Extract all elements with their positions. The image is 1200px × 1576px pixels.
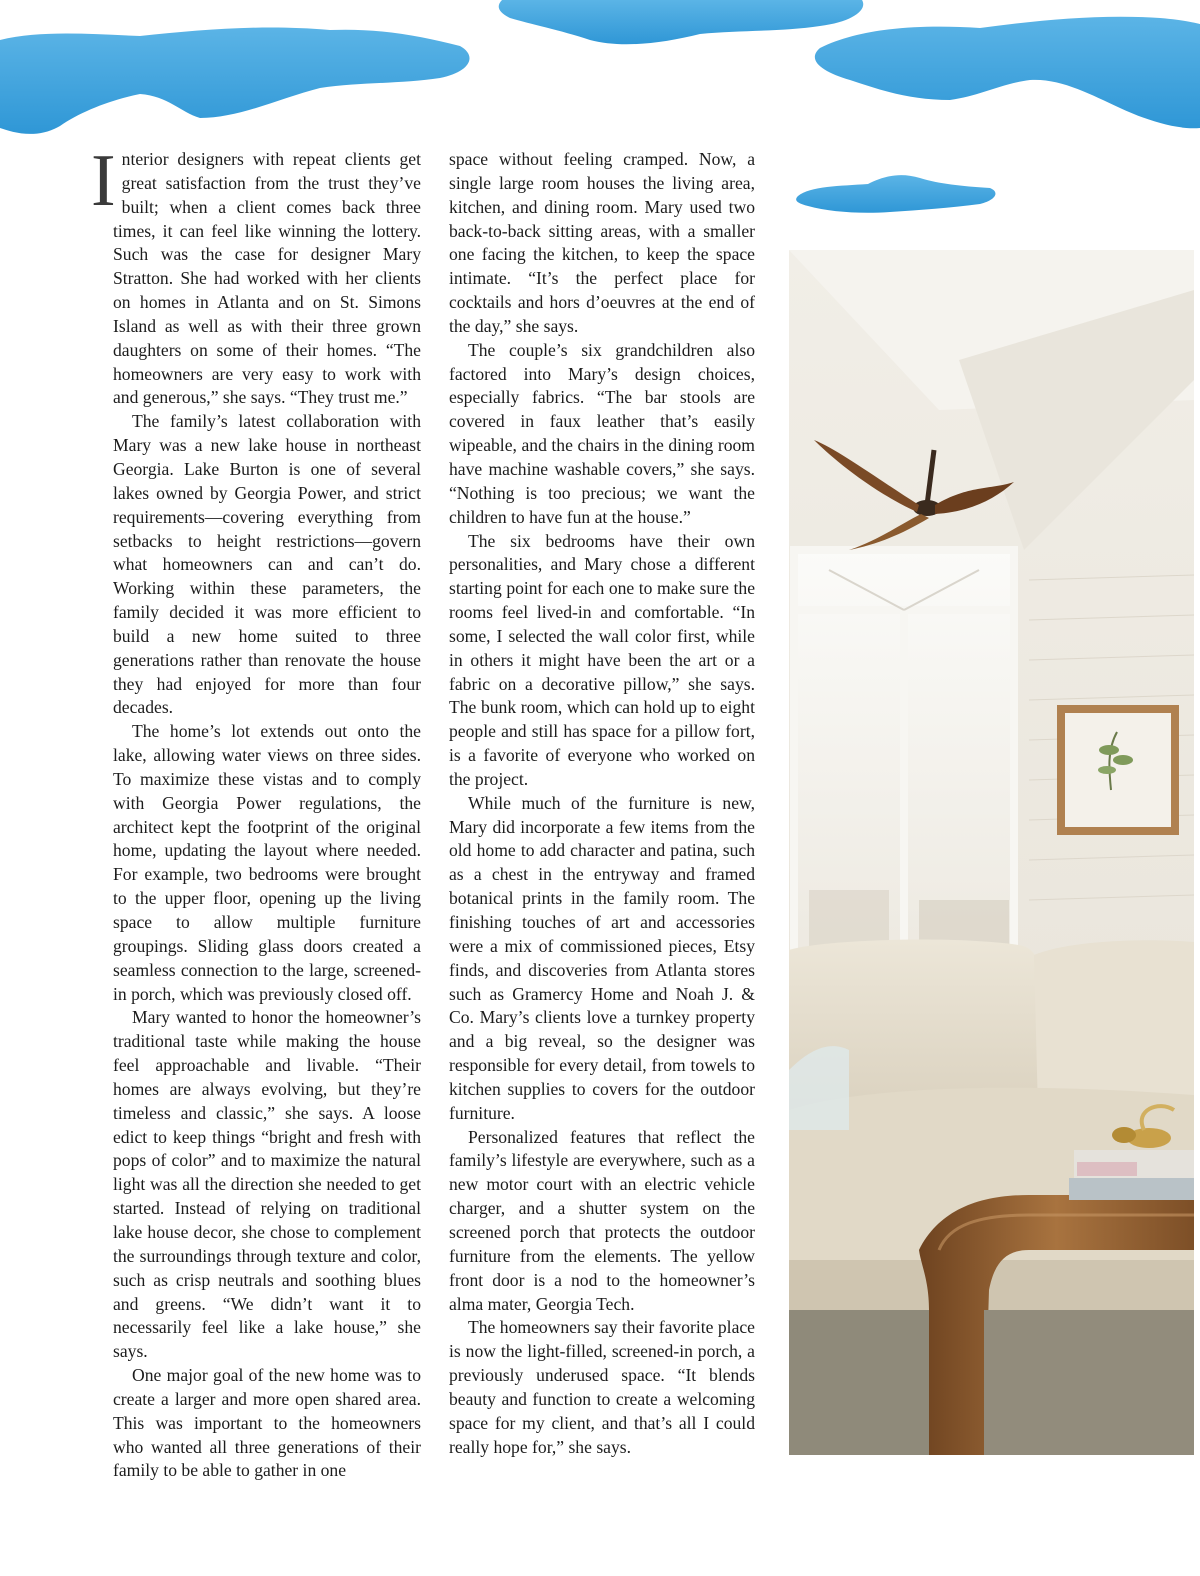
paragraph: The family’s latest collaboration with Mary was a new lake house in northeast Georgia. Lake Burton is one of several lakes owned by Georgia Power, and strict requirements—covering everything from setbacks to height restrictions—govern what homeowners can and can’t do. Working within these parameters, the family decided it was more efficient to build a new home suited to three generations rather than renovate the house they had enjoyed for more than four decades. bbox=[113, 411, 421, 718]
paragraph bbox=[91, 140, 421, 410]
paragraph: Mary wanted to honor the homeowner’s traditional taste while making the house feel approachable and livable. “Their homes are always evolving, but they’re timeless and classic,” she says. A loose edict to keep things “bright and fresh with pops of color” and to maximize the natural light was all the direction she needed to get started. Instead of relying on traditional lake house decor, she chose to complement the surroundings through texture and color, such as crisp neutrals and soothing blues and greens. “We didn’t want it to necessarily feel like a lake house,” she says. bbox=[113, 1007, 421, 1362]
framed-print bbox=[1057, 705, 1179, 835]
window bbox=[794, 550, 1014, 990]
cloud-left bbox=[0, 28, 470, 134]
cloud-top-center bbox=[499, 0, 864, 44]
article-column-2 bbox=[449, 148, 755, 1459]
paragraph: space without feeling cramped. Now, a single large room houses the living area, kitchen, and dining room. Mary used two back-to-back sitting areas, with a smaller one facing the kitchen, to keep the space intimate. “It’s the perfect place for cocktails and hors d’oeuvres at the end of the day,” she says. bbox=[449, 149, 755, 336]
cloud-right bbox=[815, 17, 1200, 129]
paragraph: While much of the furniture is new, Mary did incorporate a few items from the old home to add character and patina, such as a chest in the entryway and framed botanical prints in the family room. The finishing touches of art and accessories were a mix of commissioned pieces, Etsy finds, and discoveries from Atlanta stores such as Gramercy Home and Noah J. & Co. Mary’s clients love a turnkey property and a big reveal, so the designer was responsible for every detail, from towels to kitchen supplies to covers for the outdoor furniture. bbox=[449, 792, 755, 1123]
paragraph: The six bedrooms have their own personalities, and Mary chose a different starting point for each one to make sure the rooms feel lived-in and comfortable. “In some, I selected the wall color first, while in others it might have been the art or a fabric on a decorative pillow,” she says. The bunk room, which can hold up to eight people and still has space for a pillow fort, is a favorite of everyone who worked on the project. bbox=[449, 530, 755, 789]
paragraph-text: nterior designers with repeat clients get great satisfaction from the trust they’ve built; when a client comes back three times, it can feel like winning the lottery. Such was the case for designer Mary Stratton. She had worked with her clients on homes in Atlanta and on St. Simons Island as well as with their three grown daughters on some of their homes. “The homeowners are very easy to work with and generous,” she says. “They trust me.” bbox=[113, 149, 421, 408]
drop-cap: I bbox=[91, 140, 116, 222]
paragraph: The couple’s six grandchildren also factored into Mary’s design choices, especially fabrics. “The bar stools are covered in faux leather that’s easily wipeable, and the chairs in the dining room have machine washable covers,” she says. “Nothing is too precious; we want the children to have fun at the house.” bbox=[449, 339, 755, 527]
paragraph: Personalized features that reflect the family’s lifestyle are everywhere, such as a new motor court with an electric vehicle charger, and a shutter system on the screened porch that protects the outdoor furniture from the elements. The yellow front door is a nod to the homeowner’s alma mater, Georgia Tech. bbox=[449, 1126, 755, 1314]
paragraph: The homeowners say their favorite place is now the light-filled, screened-in porch, a previously underused space. “It blends beauty and function to create a welcoming space for my client, and that’s all I could really hope for,” she says. bbox=[449, 1317, 755, 1457]
living-room-photo bbox=[789, 250, 1194, 1455]
article-column-1 bbox=[91, 140, 421, 1483]
paragraph: One major goal of the new home was to create a larger and more open shared area. This was important to the homeowners who wanted all three generations of their family to be able to gather in one bbox=[113, 1365, 421, 1481]
cloud-small bbox=[796, 175, 995, 213]
paragraph: The home’s lot extends out onto the lake, allowing water views on three sides. To maximize these vistas and to comply with Georgia Power regulations, the architect kept the footprint of the original home, updating the layout where needed. For example, two bedrooms were brought to the upper floor, opening up the living space to allow multiple furniture groupings. Sliding glass doors created a seamless connection to the large, screened-in porch, which was previously closed off. bbox=[113, 721, 421, 1004]
